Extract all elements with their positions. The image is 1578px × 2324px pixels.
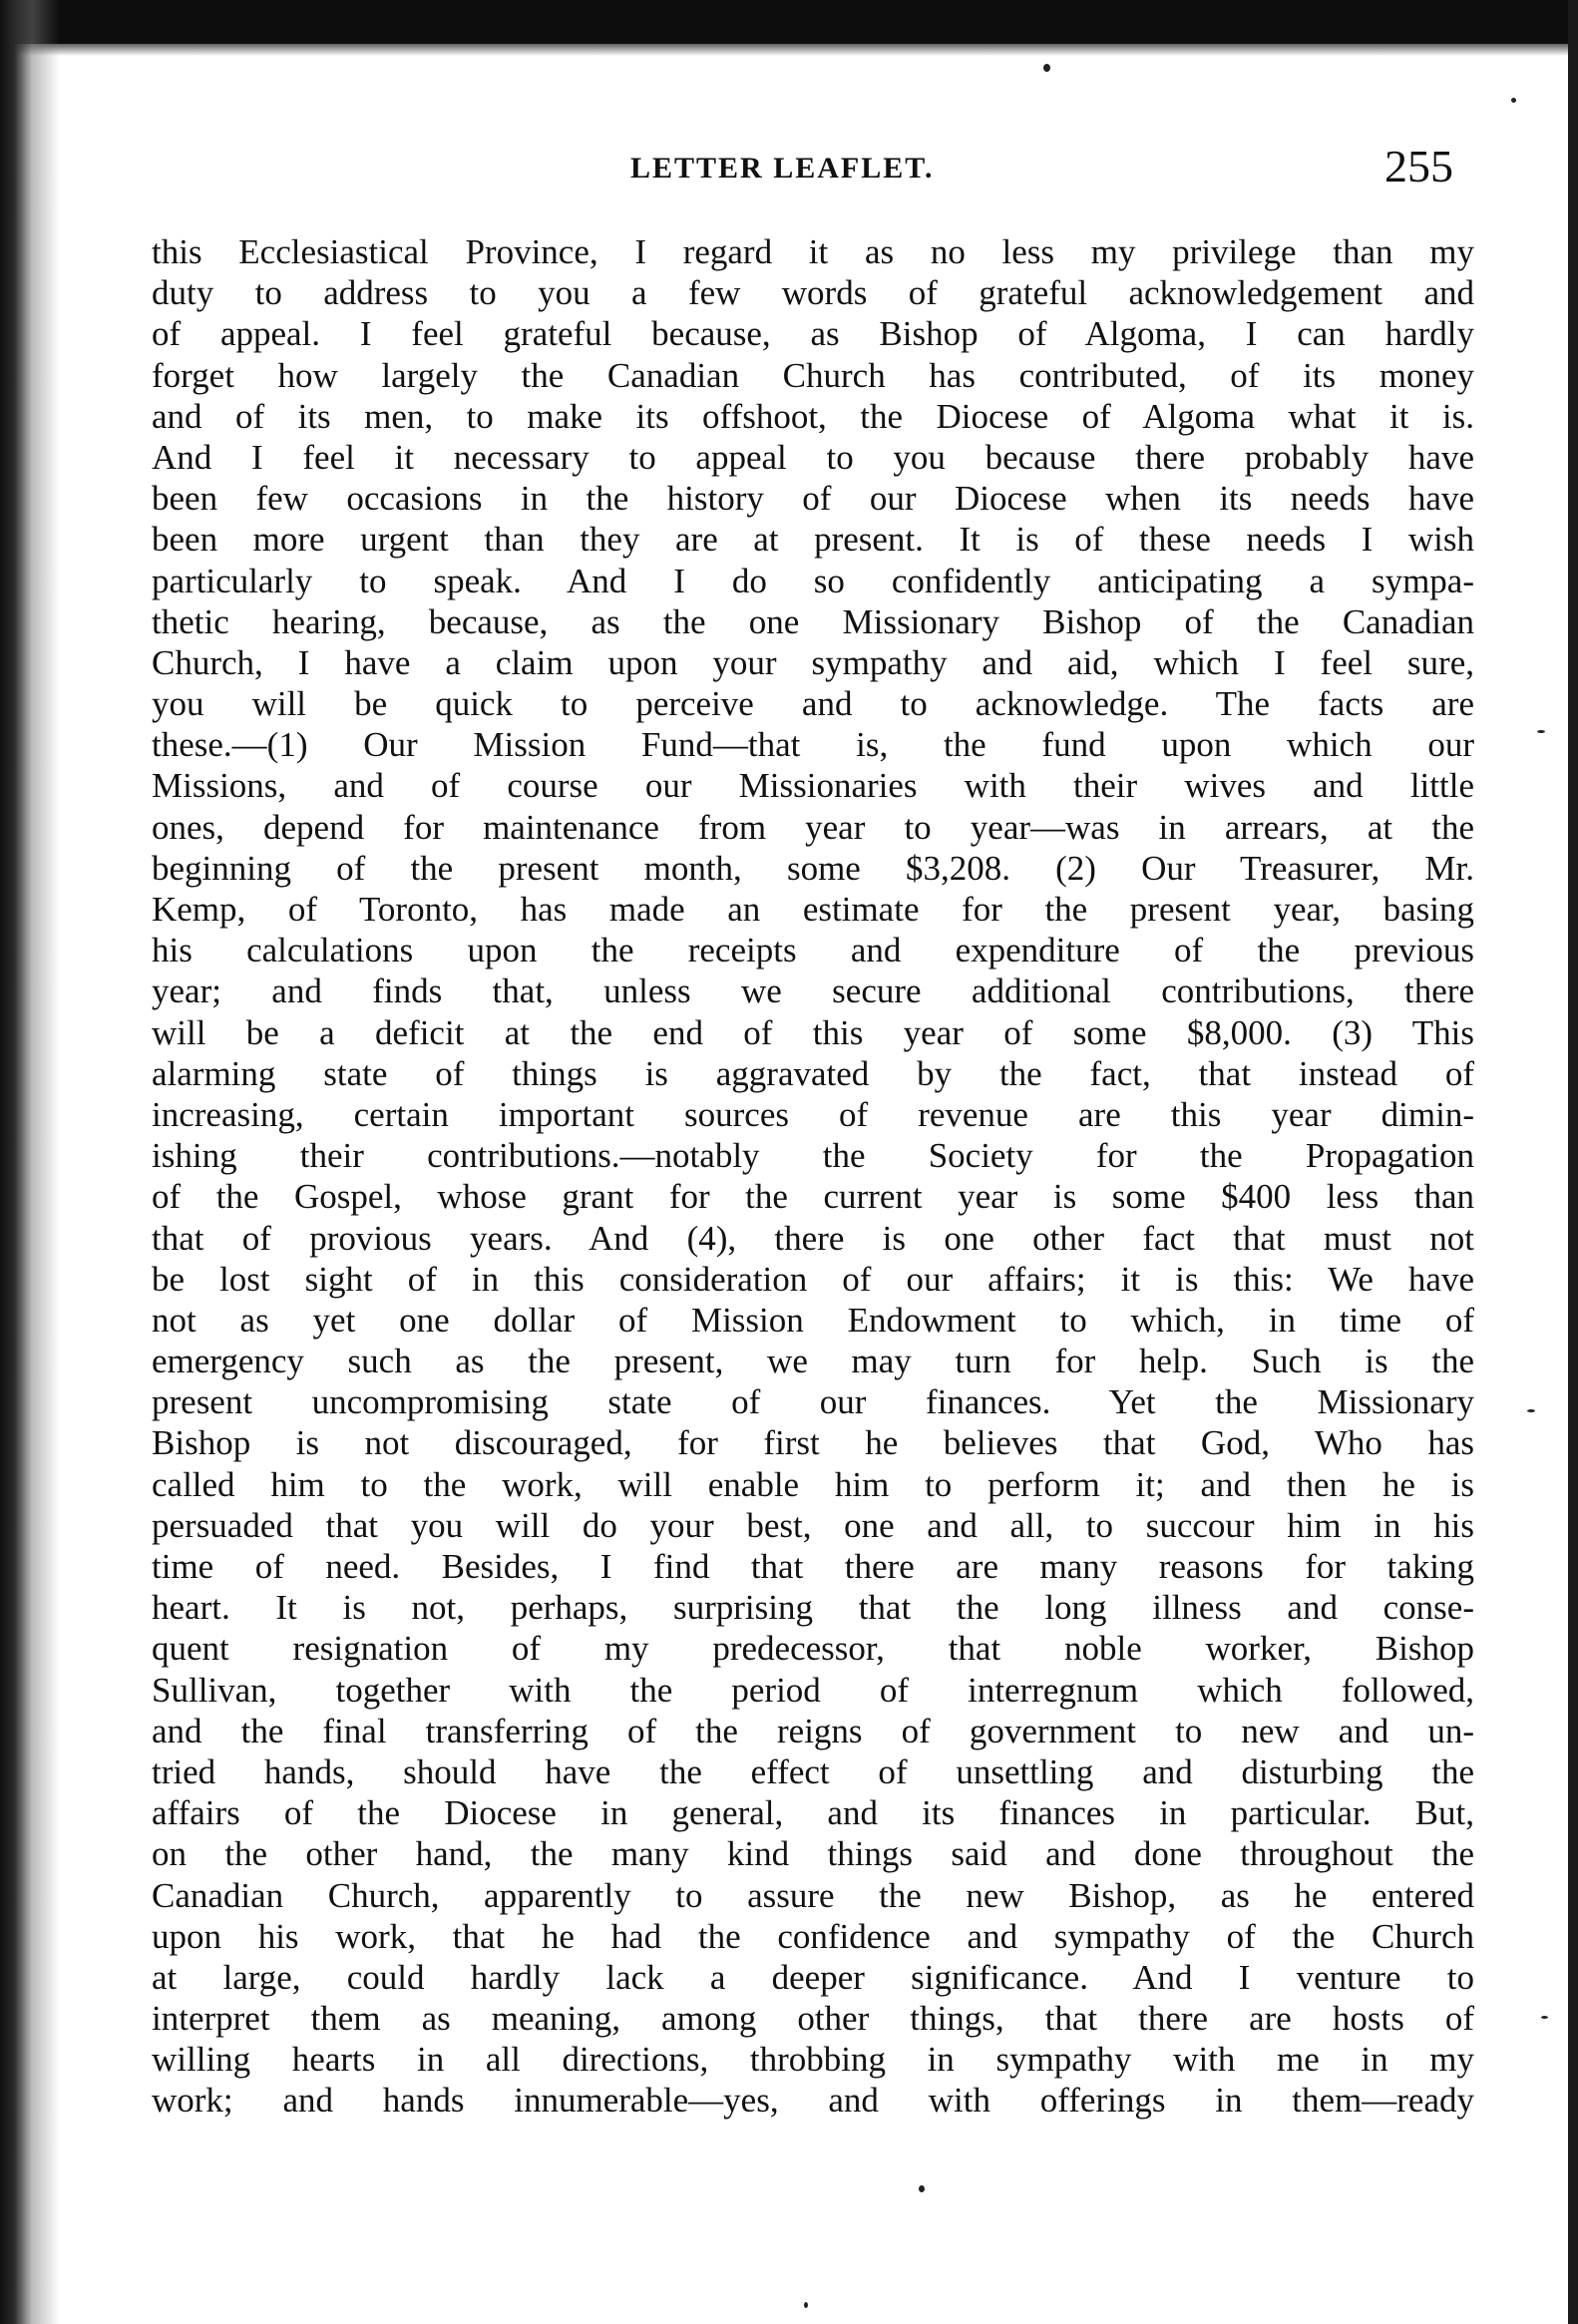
scan-speck xyxy=(919,2185,925,2192)
text-line: and of its men, to make its offshoot, the Diocese of Algoma what it is. xyxy=(152,396,1474,436)
text-line: Sullivan, together with the period of interregnum which followed, xyxy=(152,1670,1474,1710)
text-line: heart. It is not, perhaps, surprising that the long illness and conse- xyxy=(152,1588,1474,1628)
page-number: 255 xyxy=(1384,141,1453,192)
text-line: And I feel it necessary to appeal to you because there probably have xyxy=(152,437,1474,477)
text-line: this Ecclesiastical Province, I regard it as no less my privilege than my xyxy=(152,232,1474,271)
text-line: thetic hearing, because, as the one Missionary Bishop of the Canadian xyxy=(152,601,1474,641)
text-line: willing hearts in all directions, throbbing in sympathy with me in my xyxy=(152,2040,1474,2080)
text-line: increasing, certain important sources of revenue are this year dimin- xyxy=(152,1094,1474,1134)
text-line: alarming state of things is aggravated by the fact, that instead of xyxy=(152,1053,1474,1093)
text-line: Bishop is not discouraged, for first he believes that God, Who has xyxy=(152,1423,1474,1463)
text-line: Missions, and of course our Missionaries with their wives and little xyxy=(152,766,1474,806)
text-line: be lost sight of in this consideration of our affairs; it is this: We have xyxy=(152,1259,1474,1299)
text-line: on the other hand, the many kind things said and done throughout the xyxy=(152,1834,1474,1874)
text-line: these.—(1) Our Mission Fund—that is, the fund upon which our xyxy=(152,725,1474,765)
scan-left-edge xyxy=(0,0,60,2324)
scan-speck xyxy=(1541,2016,1548,2019)
text-line: you will be quick to perceive and to acknowledge. The facts are xyxy=(152,684,1474,724)
text-line: ones, depend for maintenance from year to year—was in arrears, at the xyxy=(152,807,1474,847)
text-line: not as yet one dollar of Mission Endowment to which, in time of xyxy=(152,1300,1474,1340)
page-header xyxy=(0,140,1578,199)
text-line: emergency such as the present, we may turn for help. Such is the xyxy=(152,1342,1474,1381)
text-line: work; and hands innumerable—yes, and with offerings in them—ready xyxy=(152,2081,1474,2121)
text-line: that of provious years. And (4), there is one other fact that must not xyxy=(152,1218,1474,1258)
text-line: of appeal. I feel grateful because, as Bishop of Algoma, I can hardly xyxy=(152,314,1474,354)
text-line: duty to address to you a few words of grateful acknowledgement and xyxy=(152,273,1474,313)
text-line: been more urgent than they are at present. It is of these needs I wish xyxy=(152,520,1474,560)
scan-right-edge xyxy=(1568,0,1578,2324)
text-line: affairs of the Diocese in general, and its finances in particular. But, xyxy=(152,1793,1474,1833)
text-line: interpret them as meaning, among other things, that there are hosts of xyxy=(152,1999,1474,2039)
text-line: particularly to speak. And I do so confidently anticipating a sympa- xyxy=(152,561,1474,600)
running-title: LETTER LEAFLET. xyxy=(630,152,935,185)
text-line: quent resignation of my predecessor, that noble worker, Bishop xyxy=(152,1629,1474,1669)
text-line: will be a deficit at the end of this year of some $8,000. (3) This xyxy=(152,1012,1474,1052)
scan-speck xyxy=(1511,98,1516,103)
text-line: persuaded that you will do your best, one and all, to succour him in his xyxy=(152,1505,1474,1545)
text-line: Kemp, of Toronto, has made an estimate for the present year, basing xyxy=(152,890,1474,929)
text-line: time of need. Besides, I find that there are many reasons for taking xyxy=(152,1547,1474,1586)
body-text xyxy=(152,231,1474,2122)
text-line: and the final transferring of the reigns of government to new and un- xyxy=(152,1711,1474,1750)
text-line: his calculations upon the receipts and expenditure of the previous xyxy=(152,931,1474,970)
scan-top-border xyxy=(0,0,1578,44)
text-line: Church, I have a claim upon your sympathy and aid, which I feel sure, xyxy=(152,642,1474,682)
text-line: ishing their contributions.—notably the Society for the Propagation xyxy=(152,1136,1474,1176)
text-line: tried hands, should have the effect of unsettling and disturbing the xyxy=(152,1751,1474,1791)
text-line: of the Gospel, whose grant for the current year is some $400 less than xyxy=(152,1177,1474,1217)
scan-speck xyxy=(804,2302,808,2308)
text-line: called him to the work, will enable him to perform it; and then he is xyxy=(152,1464,1474,1504)
text-line: forget how largely the Canadian Church has contributed, of its money xyxy=(152,355,1474,395)
scan-speck xyxy=(1537,730,1545,733)
text-line: beginning of the present month, some $3,208. (2) Our Treasurer, Mr. xyxy=(152,848,1474,888)
text-line: present uncompromising state of our finances. Yet the Missionary xyxy=(152,1382,1474,1422)
text-line: been few occasions in the history of our Diocese when its needs have xyxy=(152,479,1474,519)
text-line: upon his work, that he had the confidence and sympathy of the Church xyxy=(152,1916,1474,1956)
scan-speck xyxy=(1043,64,1050,72)
text-line: year; and finds that, unless we secure additional contributions, there xyxy=(152,971,1474,1011)
text-line: at large, could hardly lack a deeper significance. And I venture to xyxy=(152,1957,1474,1997)
scan-speck xyxy=(1527,1409,1535,1412)
text-line: Canadian Church, apparently to assure the new Bishop, as he entered xyxy=(152,1875,1474,1915)
